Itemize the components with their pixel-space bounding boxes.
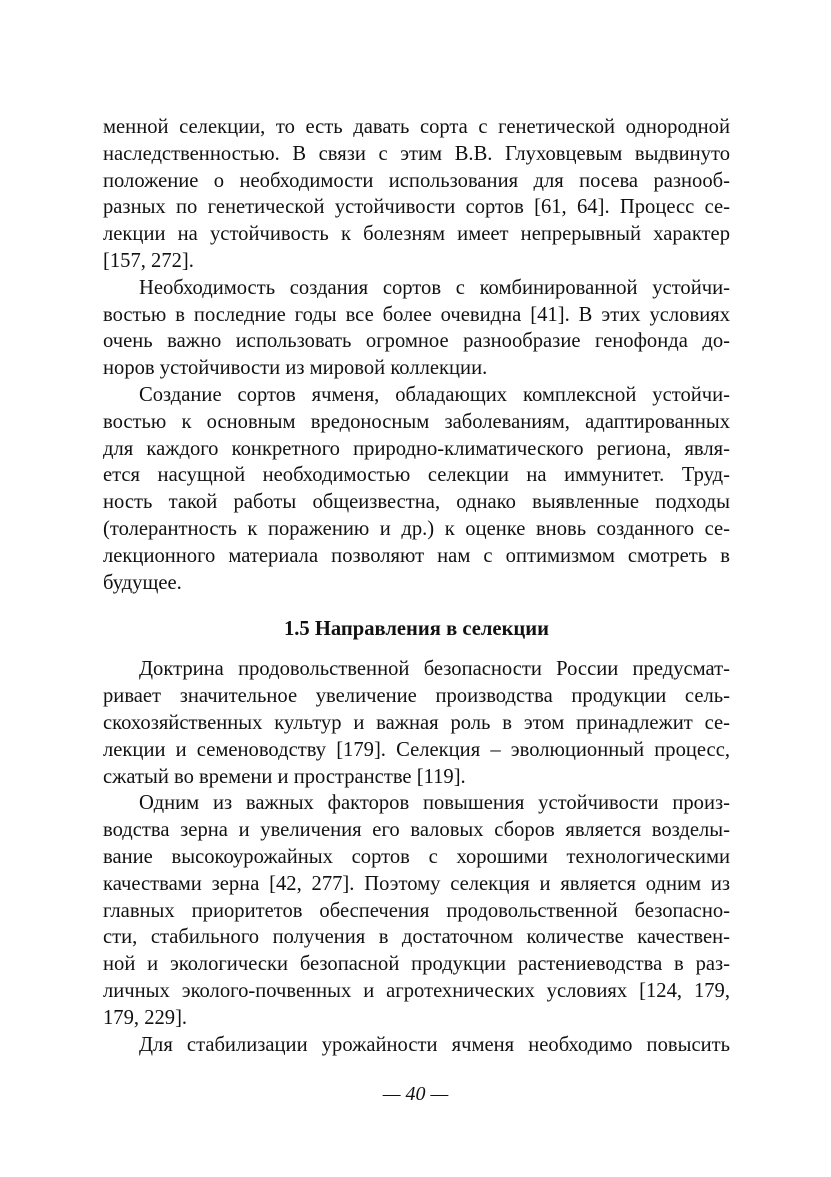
text-line: лекционного материала позволяют нам с оптимизмом смотреть в — [103, 544, 730, 567]
text-line: для каждого конкретного природно-климатического региона, явля- — [103, 437, 730, 460]
paragraph-2 — [103, 275, 730, 382]
text-line: сжатый во времени и пространстве [119]. — [103, 765, 466, 788]
text-line: разных по генетической устойчивости сортов [61, 64]. Процесс се- — [103, 196, 730, 219]
text-line: 179, 229]. — [103, 1006, 188, 1029]
text-line: личных эколого-почвенных и агротехнических условиях [124, 179, — [103, 979, 730, 1002]
text-line: ется насущной необходимостью селекции на иммунитет. Труд- — [103, 464, 730, 487]
text-line: востью в последние годы все более очевидна [41]. В этих условиях — [103, 303, 730, 326]
text-line: Необходимость создания сортов с комбинированной устойчи- — [139, 276, 730, 299]
text-line: вание высокоурожайных сортов с хорошими технологическими — [103, 845, 730, 868]
text-line: качествами зерна [42, 277]. Поэтому селекция и является одним из — [103, 872, 730, 895]
text-line: Для стабилизации урожайности ячменя необходимо повысить — [139, 1033, 730, 1056]
text-line: лекции на устойчивость к болезням имеет непрерывный характер — [103, 223, 730, 246]
text-line: ность такой работы общеизвестна, однако выявленные подходы — [103, 491, 730, 514]
text-line: Создание сортов ячменя, обладающих комплексной устойчи- — [139, 383, 730, 406]
text-line: скохозяйственных культур и важная роль в этом принадлежит се- — [103, 711, 730, 734]
paragraph-6 — [103, 1032, 730, 1059]
text-line: востью к основным вредоносным заболеваниям, адаптированных — [103, 410, 730, 433]
text-line: ной и экологически безопасной продукции растениеводства в раз- — [103, 953, 730, 976]
page-number: — 40 — — [382, 1083, 449, 1105]
text-line: сти, стабильного получения в достаточном количестве качествен- — [103, 926, 730, 949]
paragraph-3 — [103, 382, 730, 596]
paragraph-1 — [103, 114, 730, 275]
text-line: ривает значительное увеличение производства продукции сель- — [103, 685, 730, 708]
text-line: главных приоритетов обеспечения продовольственной безопасно- — [103, 899, 730, 922]
text-line: Одним из важных факторов повышения устойчивости произ- — [139, 792, 730, 815]
text-line: наследственностью. В связи с этим В.В. Глуховцевым выдвинуто — [103, 142, 730, 165]
text-line: норов устойчивости из мировой коллекции. — [103, 357, 488, 380]
text-line: менной селекции, то есть давать сорта с генетической однородной — [103, 116, 730, 138]
text-line: положение о необходимости использования для посева разнооб- — [103, 169, 730, 192]
text-line: Доктрина продовольственной безопасности России предусмат- — [139, 658, 730, 681]
text-line: (толерантность к поражению и др.) к оценке вновь созданного се- — [103, 517, 730, 540]
paragraph-4 — [103, 656, 730, 790]
section-heading: 1.5 Направления в селекции — [283, 618, 550, 641]
text-line: очень важно использовать огромное разнообразие генофонда до- — [103, 330, 730, 353]
text-line: водства зерна и увеличения его валовых сборов является возделы- — [103, 819, 730, 842]
paragraph-5 — [103, 790, 730, 1031]
text-line: лекции и семеноводству [179]. Селекция – эволюционный процесс, — [103, 738, 730, 761]
text-line: будущее. — [103, 571, 182, 594]
page-content — [103, 114, 730, 1058]
text-line: [157, 272]. — [103, 249, 194, 272]
